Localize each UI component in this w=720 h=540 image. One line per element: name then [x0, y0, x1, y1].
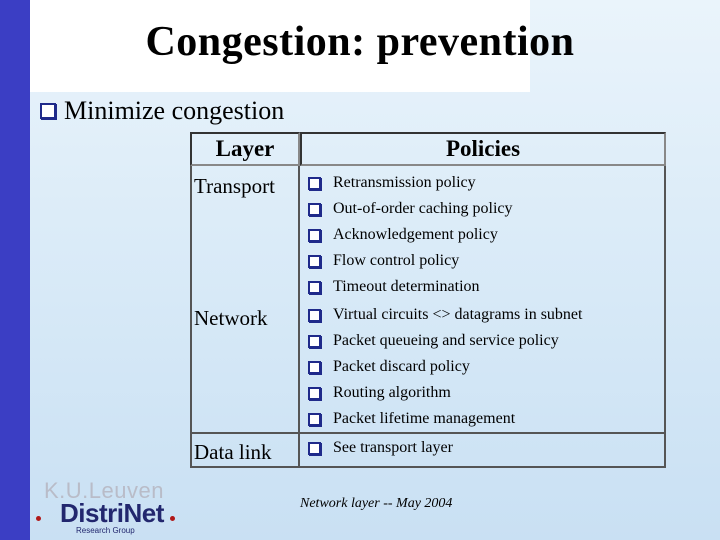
left-accent-bar — [0, 0, 30, 540]
header-policies: Policies — [300, 132, 666, 166]
main-bullet-text: Minimize congestion — [64, 96, 285, 125]
logo-dot-icon — [36, 516, 41, 521]
row-network-policies-cell — [300, 298, 666, 432]
policy-item — [308, 435, 664, 461]
policy-text: Virtual circuits <> datagrams in subnet — [333, 306, 583, 323]
row-network-layer-cell — [190, 298, 300, 432]
row-transport-policies-cell — [300, 166, 666, 298]
layer-label-network: Network — [194, 306, 268, 330]
checkbox-bullet-icon — [308, 335, 321, 348]
slide-footer: Network layer -- May 2004 — [300, 496, 453, 511]
policy-text: Packet queueing and service policy — [333, 332, 559, 349]
row-transport-layer-cell — [190, 166, 300, 298]
policy-list-datalink — [300, 434, 664, 461]
distrinet-logo — [32, 478, 178, 536]
slide-title: Congestion: prevention — [145, 19, 575, 65]
distrinet-logo-text: DistriNet — [60, 498, 164, 528]
checkbox-bullet-icon — [308, 203, 321, 216]
logo-dot-icon — [170, 516, 175, 521]
policy-text: Acknowledgement policy — [333, 226, 498, 243]
checkbox-bullet-icon — [40, 103, 56, 119]
policy-text: Out-of-order caching policy — [333, 200, 513, 217]
checkbox-bullet-icon — [308, 387, 321, 400]
layer-label-datalink: Data link — [194, 440, 272, 464]
policy-item — [308, 196, 664, 222]
policy-item — [308, 354, 664, 380]
policy-text: Timeout determination — [333, 278, 480, 295]
policy-item — [308, 302, 664, 328]
checkbox-bullet-icon — [308, 442, 321, 455]
policy-item — [308, 222, 664, 248]
row-datalink-layer-cell — [190, 434, 300, 468]
policy-item — [308, 170, 664, 196]
policy-list-network — [300, 298, 664, 432]
kuleuven-logo-text: K.U.Leuven — [44, 478, 164, 503]
policy-item — [308, 248, 664, 274]
policy-list-transport — [300, 166, 664, 300]
header-layer: Layer — [190, 132, 300, 166]
checkbox-bullet-icon — [308, 281, 321, 294]
research-group-text: Research Group — [76, 526, 135, 535]
policy-text: See transport layer — [333, 439, 453, 456]
layer-label-transport: Transport — [194, 174, 275, 198]
checkbox-bullet-icon — [308, 177, 321, 190]
checkbox-bullet-icon — [308, 361, 321, 374]
policy-text: Retransmission policy — [333, 174, 476, 191]
policy-item — [308, 406, 664, 432]
policy-item — [308, 274, 664, 300]
main-bullet — [40, 96, 284, 126]
policy-text: Packet lifetime management — [333, 410, 516, 427]
checkbox-bullet-icon — [308, 309, 321, 322]
policy-text: Routing algorithm — [333, 384, 451, 401]
checkbox-bullet-icon — [308, 413, 321, 426]
row-datalink-policies-cell — [300, 434, 666, 468]
policy-item — [308, 328, 664, 354]
policy-item — [308, 380, 664, 406]
checkbox-bullet-icon — [308, 255, 321, 268]
policy-text: Packet discard policy — [333, 358, 470, 375]
checkbox-bullet-icon — [308, 229, 321, 242]
policy-text: Flow control policy — [333, 252, 460, 269]
